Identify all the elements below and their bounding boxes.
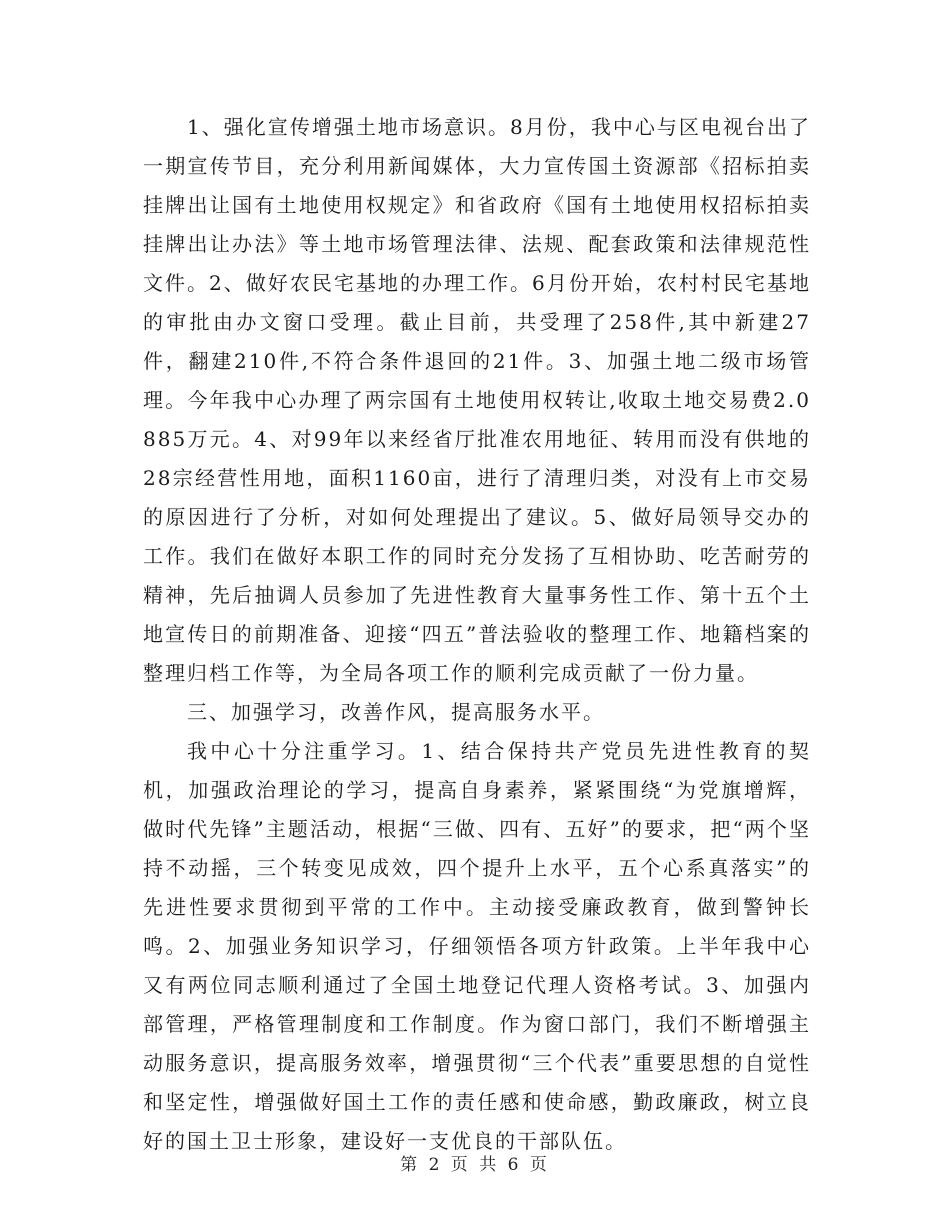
paragraph-land-market-work: 1、强化宣传增强土地市场意识。8月份，我中心与区电视台出了一期宣传节目，充分利用新闻媒体，大力宣传国土资源部《招标拍卖挂牌出让国有土地使用权规定》和省政府《国有土地使用权招标拍卖挂牌出让办法》等土地市场管理法律、法规、配套政策和法律规范性文件。2、做好农民宅基地的办理工作。6月份开始，农村村民宅基地的审批由办文窗口受理。截止目前，共受理了258件,其中新建27件，翻建210件,不符合条件退回的21件。3、加强土地二级市场管理。今年我中心办理了两宗国有土地使用权转让,收取土地交易费2.0885万元。4、对99年以来经省厅批准农用地征、转用而没有供地的28宗经营性用地，面积1160亩，进行了清理归类，对没有上市交易的原因进行了分析，对如何处理提出了建议。5、做好局领导交办的工作。我们在做好本职工作的同时充分发扬了互相协助、吃苦耐劳的精神，先后抽调人员参加了先进性教育大量事务性工作、第十五个土地宣传日的前期准备、迎接“四五”普法验收的整理工作、地籍档案的整理归档工作等，为全局各项工作的顺利完成贡献了一份力量。 — [143, 115, 811, 685]
paragraph-study-work: 我中心十分注重学习。1、结合保持共产党员先进性教育的契机，加强政治理论的学习，提高自身素养，紧紧围绕“为党旗增辉，做时代先锋”主题活动，根据“三做、四有、五好”的要求，把“两个坚持不动摇，三个转变见成效，四个提升上水平，五个心系真落实”的先进性要求贯彻到平常的工作中。主动接受廉政教育，做到警钟长鸣。2、加强业务知识学习，仔细领悟各项方针政策。上半年我中心又有两位同志顺利通过了全国土地登记代理人资格考试。3、加强内部管理，严格管理制度和工作制度。作为窗口部门，我们不断增强主动服务意识，提高服务效率，增强贯彻“三个代表”重要思想的自觉性和坚定性，增强做好国土工作的责任感和使命感，勤政廉政，树立良好的国土卫士形象，建设好一支优良的干部队伍。 — [143, 739, 811, 1153]
section-heading-study-and-service: 三、加强学习，改善作风，提高服务水平。 — [187, 700, 605, 724]
page-footer-page-number: 第 2 页 共 6 页 — [400, 1155, 550, 1175]
document-body — [143, 108, 811, 1161]
